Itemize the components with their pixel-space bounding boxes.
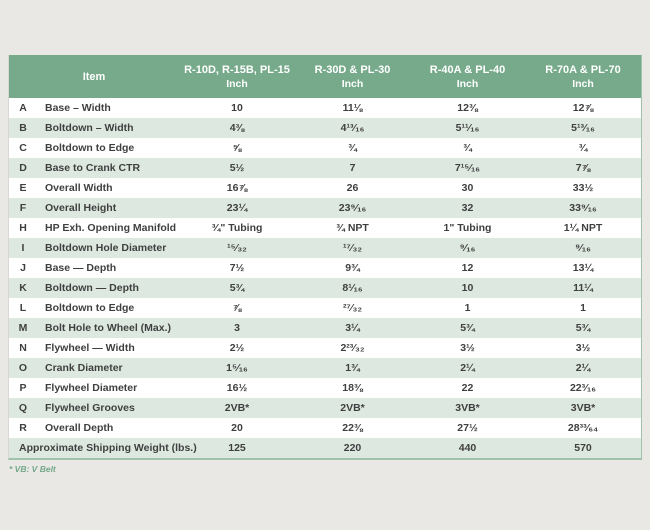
row-value: 13¼ bbox=[572, 262, 594, 274]
row-value: 7½ bbox=[229, 262, 245, 274]
row-value: 125 bbox=[228, 442, 246, 454]
row-letter: J bbox=[20, 262, 26, 274]
spec-table bbox=[8, 55, 642, 460]
table-row bbox=[9, 398, 641, 418]
row-letter: L bbox=[19, 302, 27, 314]
table-row bbox=[9, 98, 641, 118]
row-value: 5¾ bbox=[229, 282, 245, 294]
table-row bbox=[9, 198, 641, 218]
row-value: 2¼ bbox=[460, 362, 475, 374]
row-value: 2VB* bbox=[340, 402, 365, 414]
row-item-label: Boltdown — Depth bbox=[45, 282, 139, 294]
row-value: 4⅜ bbox=[229, 122, 245, 134]
row-letter: D bbox=[19, 162, 27, 174]
row-item-label: Flywheel — Width bbox=[45, 342, 135, 354]
row-letter: F bbox=[19, 202, 27, 214]
row-item-label: Overall Width bbox=[45, 182, 113, 194]
row-letter: R bbox=[19, 422, 27, 434]
row-value: 4¹³⁄₁₆ bbox=[340, 122, 365, 134]
header-col-1 bbox=[179, 63, 295, 91]
row-value: 11¼ bbox=[573, 282, 593, 294]
row-value: 3 bbox=[234, 322, 240, 334]
row-value: 220 bbox=[343, 442, 362, 454]
row-value: 1¾ bbox=[345, 362, 360, 374]
row-value: 10 bbox=[231, 102, 243, 114]
table-row bbox=[9, 238, 641, 258]
row-item-label: Base — Depth bbox=[45, 262, 117, 274]
row-value: 26 bbox=[346, 182, 359, 194]
header-col-2-model: R-30D & PL-30 bbox=[314, 63, 391, 76]
table-row bbox=[9, 118, 641, 138]
row-item-label: Crank Diameter bbox=[45, 362, 123, 374]
row-value: 2²³⁄₃₂ bbox=[340, 342, 365, 354]
row-letter: K bbox=[19, 282, 27, 294]
row-letter: I bbox=[21, 242, 25, 254]
row-value: 23¼ bbox=[226, 202, 248, 214]
table-row bbox=[9, 358, 641, 378]
row-value: ⅝ bbox=[232, 142, 242, 154]
row-letter: H bbox=[19, 222, 27, 234]
row-value: ⁹⁄₁₆ bbox=[459, 242, 476, 254]
row-value: 1" Tubing bbox=[443, 222, 492, 234]
row-value: 30 bbox=[461, 182, 474, 194]
row-value: 3VB* bbox=[570, 402, 596, 414]
row-value: 1 bbox=[580, 302, 586, 314]
row-letter: P bbox=[19, 382, 27, 394]
header-col-4-unit: Inch bbox=[572, 77, 594, 90]
row-value: 20 bbox=[231, 422, 243, 434]
row-value: ¾ bbox=[348, 142, 357, 154]
row-item-label: Overall Height bbox=[45, 202, 117, 214]
row-value: 33½ bbox=[572, 182, 594, 194]
row-value: 5¾ bbox=[575, 322, 591, 334]
row-item-label: Boltdown Hole Diameter bbox=[45, 242, 167, 254]
row-letter: B bbox=[19, 122, 27, 134]
header-col-3-unit: Inch bbox=[456, 77, 479, 90]
row-item-label: Base – Width bbox=[45, 102, 111, 114]
row-value: 1⁵⁄₁₆ bbox=[226, 362, 248, 374]
header-col-4 bbox=[525, 63, 641, 91]
header-col-1-unit: Inch bbox=[226, 77, 248, 90]
row-item-label: Flywheel Diameter bbox=[45, 382, 138, 394]
table-row bbox=[9, 298, 641, 318]
row-value: 2¼ bbox=[575, 362, 591, 374]
row-value: 32 bbox=[461, 202, 474, 214]
row-letter: E bbox=[19, 182, 27, 194]
row-value: 3½ bbox=[460, 342, 475, 354]
row-value: 2VB* bbox=[224, 402, 250, 414]
shipping-weight-label: Approximate Shipping Weight (lbs.) bbox=[19, 442, 197, 454]
table-row bbox=[9, 218, 641, 238]
row-value: 28³³⁄₆₄ bbox=[567, 422, 599, 434]
row-value: 2½ bbox=[229, 342, 245, 354]
row-value: 12 bbox=[461, 262, 474, 274]
row-value: 7¹⁵⁄₁₆ bbox=[454, 162, 481, 174]
table-row bbox=[9, 138, 641, 158]
row-item-label: Flywheel Grooves bbox=[45, 402, 135, 414]
row-item-label: Boltdown – Width bbox=[45, 122, 134, 134]
table-row bbox=[9, 258, 641, 278]
table-footnote: * VB: V Belt bbox=[9, 464, 56, 474]
row-item-label: Boltdown to Edge bbox=[45, 142, 135, 154]
row-value: 7⅞ bbox=[575, 162, 591, 174]
row-value: 570 bbox=[574, 442, 592, 454]
row-item-label: Base to Crank CTR bbox=[45, 162, 141, 174]
row-value: 3VB* bbox=[455, 402, 480, 414]
table-row bbox=[9, 178, 641, 198]
row-letter: C bbox=[19, 142, 27, 154]
row-value: 5¹¹⁄₁₆ bbox=[455, 122, 480, 134]
row-value: 5¾ bbox=[460, 322, 475, 334]
row-value: 12⅜ bbox=[457, 102, 478, 114]
row-letter: M bbox=[18, 322, 28, 334]
row-value: 22³⁄₁₆ bbox=[569, 382, 597, 394]
row-value: 23⁹⁄₁₆ bbox=[338, 202, 367, 214]
row-item-label: Boltdown to Edge bbox=[45, 302, 135, 314]
row-value: ¹⁷⁄₃₂ bbox=[342, 242, 363, 254]
row-value: 12⅞ bbox=[572, 102, 594, 114]
row-value: 8¹⁄₁₆ bbox=[342, 282, 363, 294]
row-letter: O bbox=[18, 362, 28, 374]
row-item-label: HP Exh. Opening Manifold bbox=[45, 222, 177, 234]
row-value: 5½ bbox=[229, 162, 245, 174]
row-value: 7 bbox=[349, 162, 356, 174]
table-row bbox=[9, 338, 641, 358]
header-col-2 bbox=[295, 63, 410, 91]
row-value: 33⁹⁄₁₆ bbox=[569, 202, 597, 214]
row-value: 16½ bbox=[226, 382, 248, 394]
row-value: 1 bbox=[464, 302, 471, 314]
header-col-3-model: R-40A & PL-40 bbox=[429, 63, 506, 76]
row-letter: A bbox=[19, 102, 27, 114]
row-value: ⅞ bbox=[232, 302, 242, 314]
row-value: 22 bbox=[461, 382, 474, 394]
row-value: 3¼ bbox=[345, 322, 360, 334]
row-value: 11⅛ bbox=[342, 102, 363, 114]
row-value: 9¾ bbox=[345, 262, 360, 274]
table-row bbox=[9, 278, 641, 298]
row-value: 1¼ NPT bbox=[563, 222, 603, 234]
row-value: 22⅜ bbox=[342, 422, 363, 434]
row-value: ¾ NPT bbox=[336, 222, 369, 234]
header-col-1-model: R-10D, R-15B, PL-15 bbox=[184, 63, 290, 76]
row-value: 10 bbox=[461, 282, 474, 294]
row-value: 18⅜ bbox=[342, 382, 363, 394]
shipping-weight-row bbox=[9, 438, 641, 458]
table-row bbox=[9, 318, 641, 338]
row-value: 16⅞ bbox=[226, 182, 248, 194]
table-body bbox=[9, 98, 641, 458]
row-letter: Q bbox=[18, 402, 28, 414]
row-item-label: Overall Depth bbox=[45, 422, 114, 434]
table-row bbox=[9, 378, 641, 398]
header-col-2-unit: Inch bbox=[341, 77, 364, 90]
row-letter: N bbox=[19, 342, 27, 354]
row-value: ⁹⁄₁₆ bbox=[575, 242, 591, 254]
row-value: ¹⁵⁄₃₂ bbox=[227, 242, 247, 254]
row-value: 3½ bbox=[575, 342, 591, 354]
table-header bbox=[9, 55, 641, 98]
row-value: ¾ bbox=[578, 142, 588, 154]
row-value: ¾" Tubing bbox=[211, 222, 263, 234]
row-value: 27½ bbox=[457, 422, 478, 434]
header-item: Item bbox=[82, 70, 106, 83]
table-row bbox=[9, 158, 641, 178]
row-value: ¾ bbox=[463, 142, 472, 154]
row-value: ²⁷⁄₃₂ bbox=[342, 302, 363, 314]
table-row bbox=[9, 418, 641, 438]
header-col-3 bbox=[410, 63, 525, 91]
row-value: 5¹³⁄₁₆ bbox=[571, 122, 595, 134]
row-item-label: Bolt Hole to Wheel (Max.) bbox=[45, 322, 171, 334]
header-col-4-model: R-70A & PL-70 bbox=[545, 63, 621, 76]
row-value: 440 bbox=[458, 442, 477, 454]
